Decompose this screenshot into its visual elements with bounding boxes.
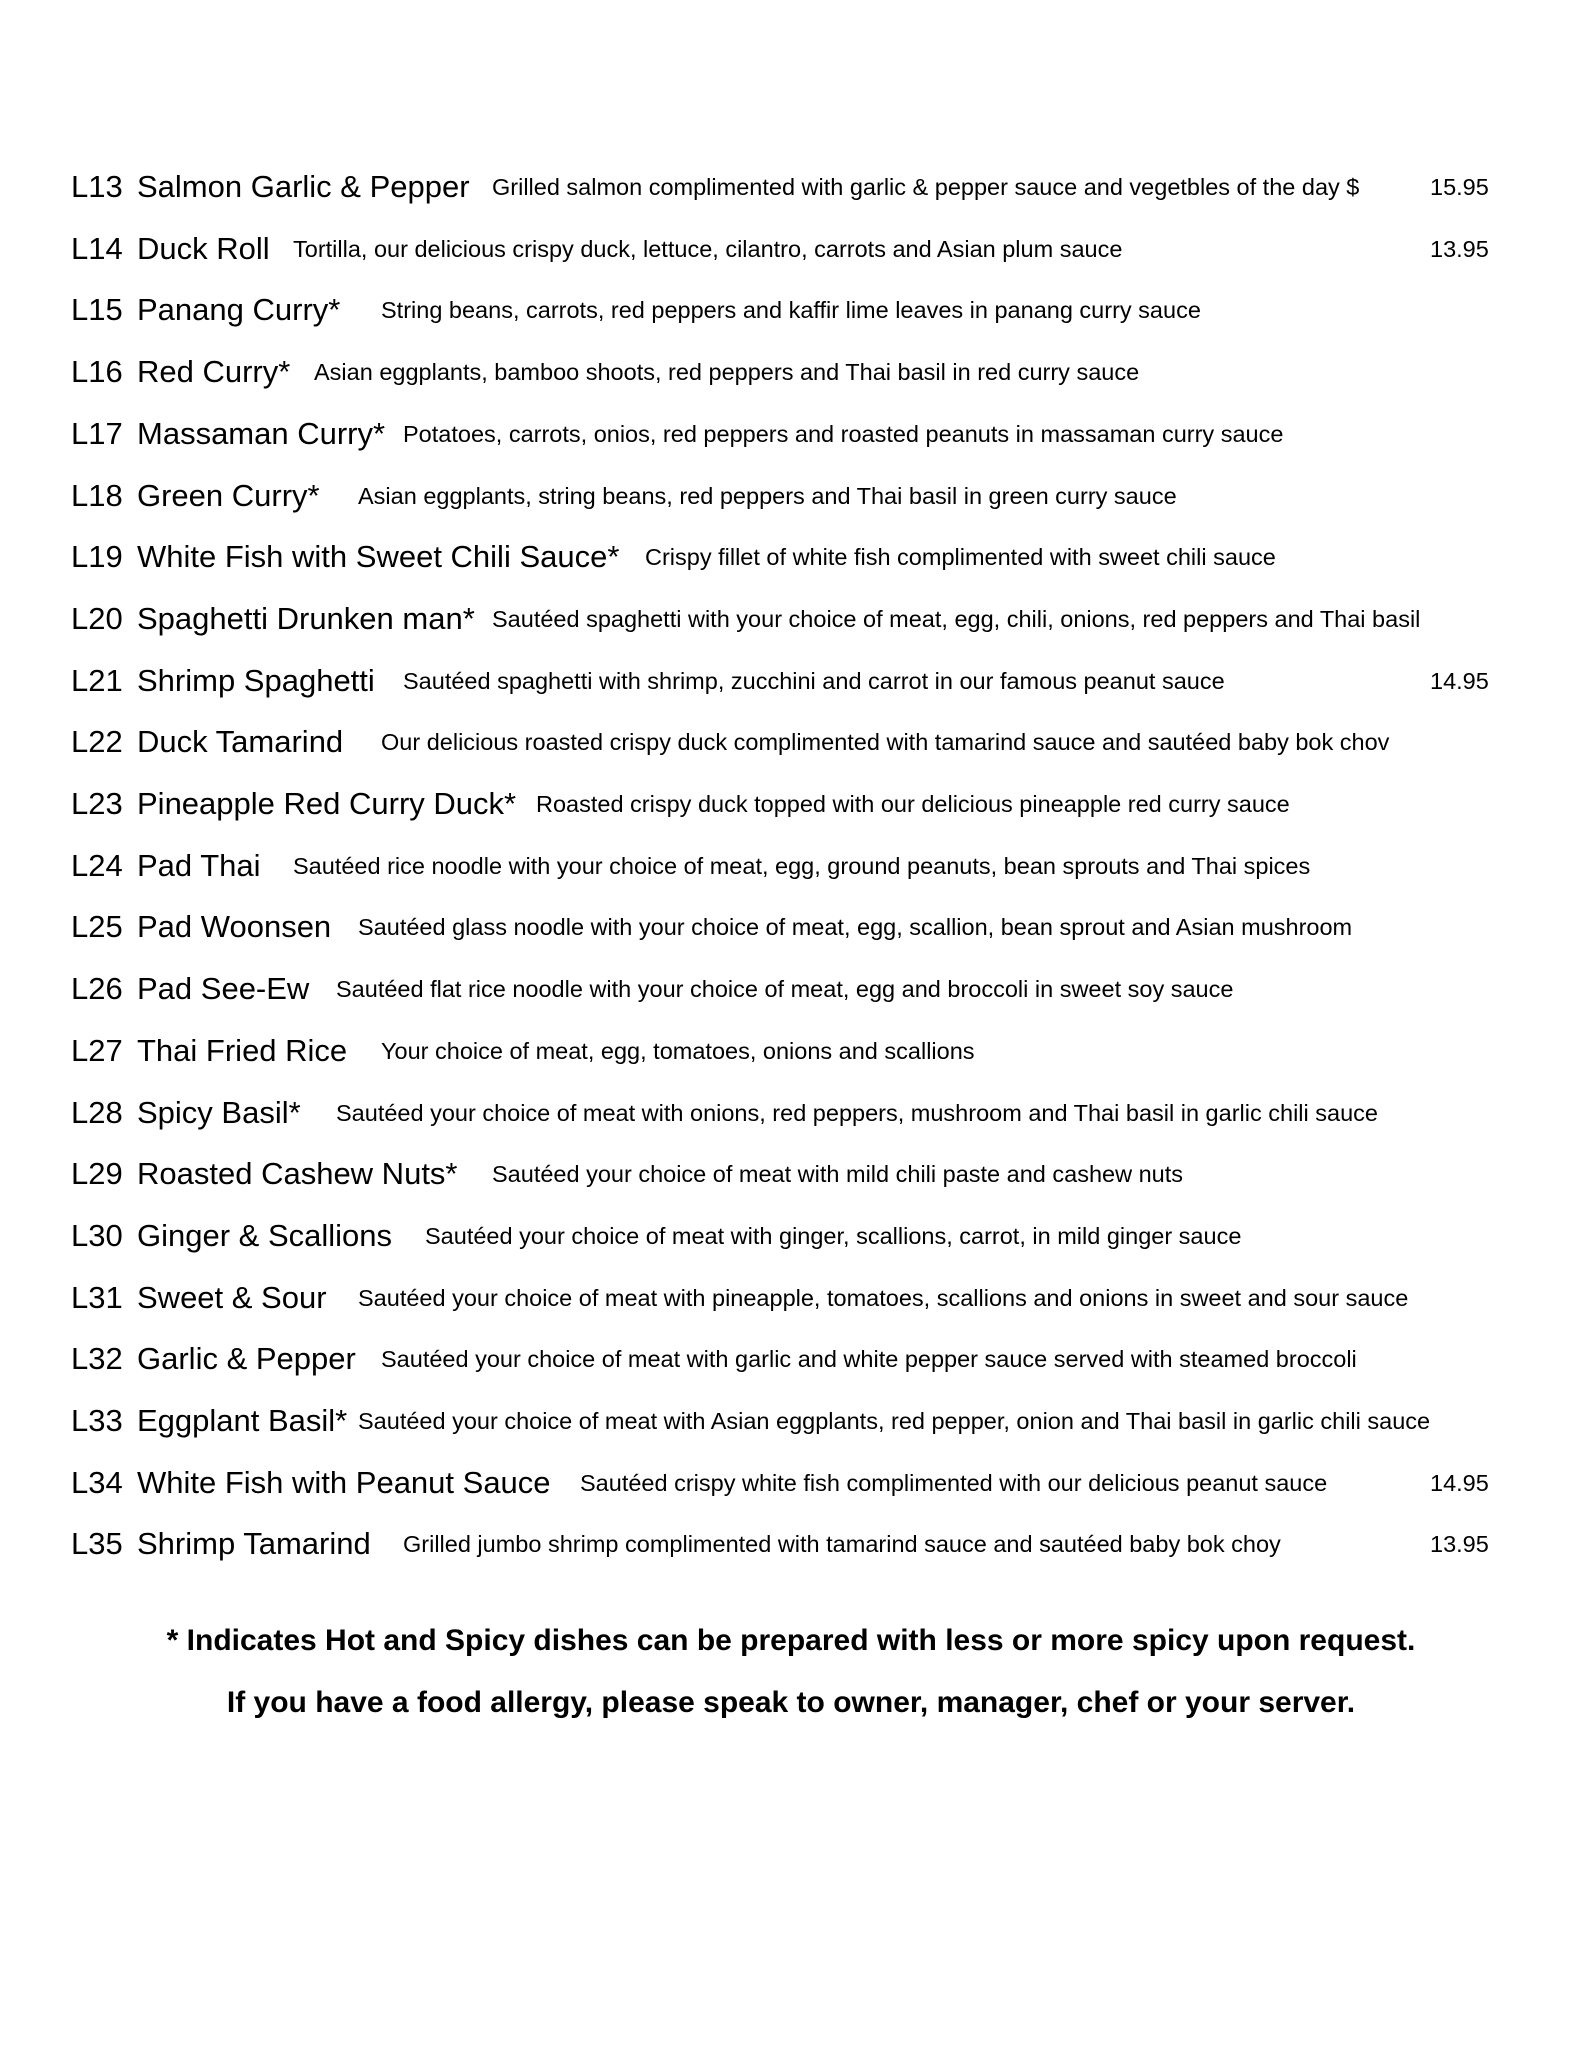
menu-item-name: Thai Fried Rice bbox=[137, 1032, 348, 1068]
menu-item-name: Duck Tamarind bbox=[137, 724, 344, 760]
allergy-note: If you have a food allergy, please speak to owner, manager, chef or your server. bbox=[226, 1686, 1356, 1719]
menu-item-description: Sautéed crispy white fish complimented with our delicious peanut sauce bbox=[580, 1469, 1328, 1496]
menu-item-code: L30 bbox=[71, 1217, 123, 1253]
menu-item bbox=[0, 1278, 1582, 1318]
menu-item bbox=[0, 1463, 1582, 1503]
menu-item-code: L31 bbox=[71, 1279, 123, 1315]
menu-item-price: 14.95 bbox=[1430, 1469, 1489, 1496]
menu-item-code: L25 bbox=[71, 909, 123, 945]
menu-item-price: 13.95 bbox=[1430, 1531, 1489, 1558]
menu-item bbox=[0, 1031, 1582, 1071]
menu-item bbox=[0, 599, 1582, 639]
menu-item-description: Tortilla, our delicious crispy duck, lettuce, cilantro, carrots and Asian plum sauce bbox=[293, 235, 1123, 262]
menu-item bbox=[0, 1154, 1582, 1194]
menu-item-name: White Fish with Peanut Sauce bbox=[137, 1464, 551, 1500]
menu-item-code: L35 bbox=[71, 1526, 123, 1562]
menu-item-name: Shrimp Spaghetti bbox=[137, 662, 375, 698]
menu-item-description: Sautéed your choice of meat with mild chili paste and cashew nuts bbox=[492, 1161, 1184, 1188]
menu-item-name: Pineapple Red Curry Duck* bbox=[137, 786, 517, 821]
menu-item-name: Spicy Basil* bbox=[137, 1094, 301, 1130]
menu-item-description: Asian eggplants, bamboo shoots, red peppers and Thai basil in red curry sauce bbox=[314, 359, 1140, 386]
menu-item-name: Duck Roll bbox=[137, 230, 270, 266]
menu-item-code: L21 bbox=[71, 662, 123, 698]
menu-item-name: Red Curry* bbox=[137, 354, 291, 390]
menu-item-description: Grilled salmon complimented with garlic & pepper sauce and vegetbles of the day $ bbox=[492, 174, 1360, 200]
menu-item bbox=[0, 969, 1582, 1009]
menu-item-name: Pad Woonsen bbox=[137, 909, 332, 945]
menu-item bbox=[0, 537, 1582, 577]
menu-item-code: L23 bbox=[71, 786, 123, 821]
menu-item-code: L32 bbox=[71, 1341, 123, 1377]
menu-item-description: Sautéed your choice of meat with Asian eggplants, red pepper, onion and Thai basil in garlic chili sauce bbox=[358, 1408, 1431, 1434]
menu-item bbox=[0, 661, 1582, 701]
menu-item-code: L33 bbox=[71, 1403, 123, 1438]
spicy-note: * Indicates Hot and Spicy dishes can be prepared with less or more spicy upon request. bbox=[166, 1624, 1416, 1657]
menu-item bbox=[0, 784, 1582, 824]
menu-item-description: Asian eggplants, string beans, red peppers and Thai basil in green curry sauce bbox=[358, 482, 1177, 509]
menu-item-code: L13 bbox=[71, 169, 123, 204]
menu-item-code: L16 bbox=[71, 354, 123, 390]
menu-item-description: Potatoes, carrots, onios, red peppers and roasted peanuts in massaman curry sauce bbox=[403, 420, 1284, 447]
menu-item-name: Salmon Garlic & Pepper bbox=[137, 169, 470, 204]
menu-item bbox=[0, 1339, 1582, 1379]
menu-item-description: Sautéed glass noodle with your choice of meat, egg, scallion, bean sprout and Asian mushroom bbox=[358, 914, 1353, 941]
menu-item bbox=[0, 476, 1582, 516]
menu-item-price: 15.95 bbox=[1430, 174, 1489, 200]
menu-item-code: L28 bbox=[71, 1094, 123, 1130]
menu-item-code: L14 bbox=[71, 230, 123, 266]
menu-item bbox=[0, 290, 1582, 330]
menu-item-name: Shrimp Tamarind bbox=[137, 1526, 371, 1562]
menu-item-code: L18 bbox=[71, 477, 123, 513]
menu-item-code: L17 bbox=[71, 415, 123, 451]
menu-item bbox=[0, 907, 1582, 947]
menu-item-description: Our delicious roasted crispy duck complimented with tamarind sauce and sautéed baby bok chov bbox=[381, 729, 1390, 756]
menu-item bbox=[0, 352, 1582, 392]
menu-item bbox=[0, 1216, 1582, 1256]
menu-item bbox=[0, 722, 1582, 762]
menu-item-name: Pad Thai bbox=[137, 847, 261, 883]
menu-item-description: Sautéed your choice of meat with garlic and white pepper sauce served with steamed broccoli bbox=[381, 1346, 1357, 1373]
menu-item-name: Sweet & Sour bbox=[137, 1279, 327, 1315]
menu-item-code: L24 bbox=[71, 847, 123, 883]
menu-item-description: String beans, carrots, red peppers and kaffir lime leaves in panang curry sauce bbox=[381, 297, 1201, 324]
menu-item-name: Eggplant Basil* bbox=[137, 1403, 348, 1438]
menu-item-description: Crispy fillet of white fish complimented with sweet chili sauce bbox=[645, 544, 1276, 571]
menu-item-description: Sautéed spaghetti with shrimp, zucchini and carrot in our famous peanut sauce bbox=[403, 667, 1225, 694]
menu-item-price: 14.95 bbox=[1430, 667, 1489, 694]
menu-item bbox=[0, 414, 1582, 454]
menu-item-name: Green Curry* bbox=[137, 477, 320, 513]
menu-item-description: Sautéed your choice of meat with pineapple, tomatoes, scallions and onions in sweet and sour sauce bbox=[358, 1284, 1409, 1311]
menu-item bbox=[0, 1524, 1582, 1564]
menu-item-description: Sautéed rice noodle with your choice of meat, egg, ground peanuts, bean sprouts and Thai spices bbox=[293, 852, 1311, 879]
menu-item bbox=[0, 1093, 1582, 1133]
menu-item-code: L19 bbox=[71, 539, 123, 575]
menu-item-name: White Fish with Sweet Chili Sauce* bbox=[137, 539, 620, 575]
menu-item-name: Ginger & Scallions bbox=[137, 1217, 393, 1253]
menu-item-code: L15 bbox=[71, 292, 123, 328]
menu-item-code: L27 bbox=[71, 1032, 123, 1068]
menu-item-code: L20 bbox=[71, 600, 123, 636]
menu-item-description: Grilled jumbo shrimp complimented with tamarind sauce and sautéed baby bok choy bbox=[403, 1531, 1281, 1558]
menu-item-description: Sautéed your choice of meat with ginger, scallions, carrot, in mild ginger sauce bbox=[425, 1222, 1242, 1249]
menu-item bbox=[0, 1401, 1582, 1441]
menu-item bbox=[0, 846, 1582, 886]
menu-item-name: Roasted Cashew Nuts* bbox=[137, 1156, 458, 1192]
menu-item-description: Sautéed spaghetti with your choice of meat, egg, chili, onions, red peppers and Thai basil bbox=[492, 605, 1421, 632]
menu-item-description: Your choice of meat, egg, tomatoes, onions and scallions bbox=[381, 1037, 975, 1064]
menu-item-name: Garlic & Pepper bbox=[137, 1341, 356, 1377]
menu-item-code: L26 bbox=[71, 971, 123, 1007]
menu-item-name: Massaman Curry* bbox=[137, 415, 386, 451]
menu-item-description: Roasted crispy duck topped with our delicious pineapple red curry sauce bbox=[536, 791, 1290, 817]
menu-item-code: L29 bbox=[71, 1156, 123, 1192]
menu-item-code: L22 bbox=[71, 724, 123, 760]
menu-item-price: 13.95 bbox=[1430, 235, 1489, 262]
menu-item-name: Panang Curry* bbox=[137, 292, 341, 328]
menu-item bbox=[0, 229, 1582, 269]
menu-item-description: Sautéed flat rice noodle with your choice of meat, egg and broccoli in sweet soy sauce bbox=[336, 976, 1234, 1003]
menu-item-name: Spaghetti Drunken man* bbox=[137, 600, 475, 636]
menu-item bbox=[0, 167, 1582, 207]
menu-item-name: Pad See-Ew bbox=[137, 971, 310, 1007]
menu-item-description: Sautéed your choice of meat with onions, red peppers, mushroom and Thai basil in garlic chili sauce bbox=[336, 1099, 1378, 1126]
menu-item-code: L34 bbox=[71, 1464, 123, 1500]
